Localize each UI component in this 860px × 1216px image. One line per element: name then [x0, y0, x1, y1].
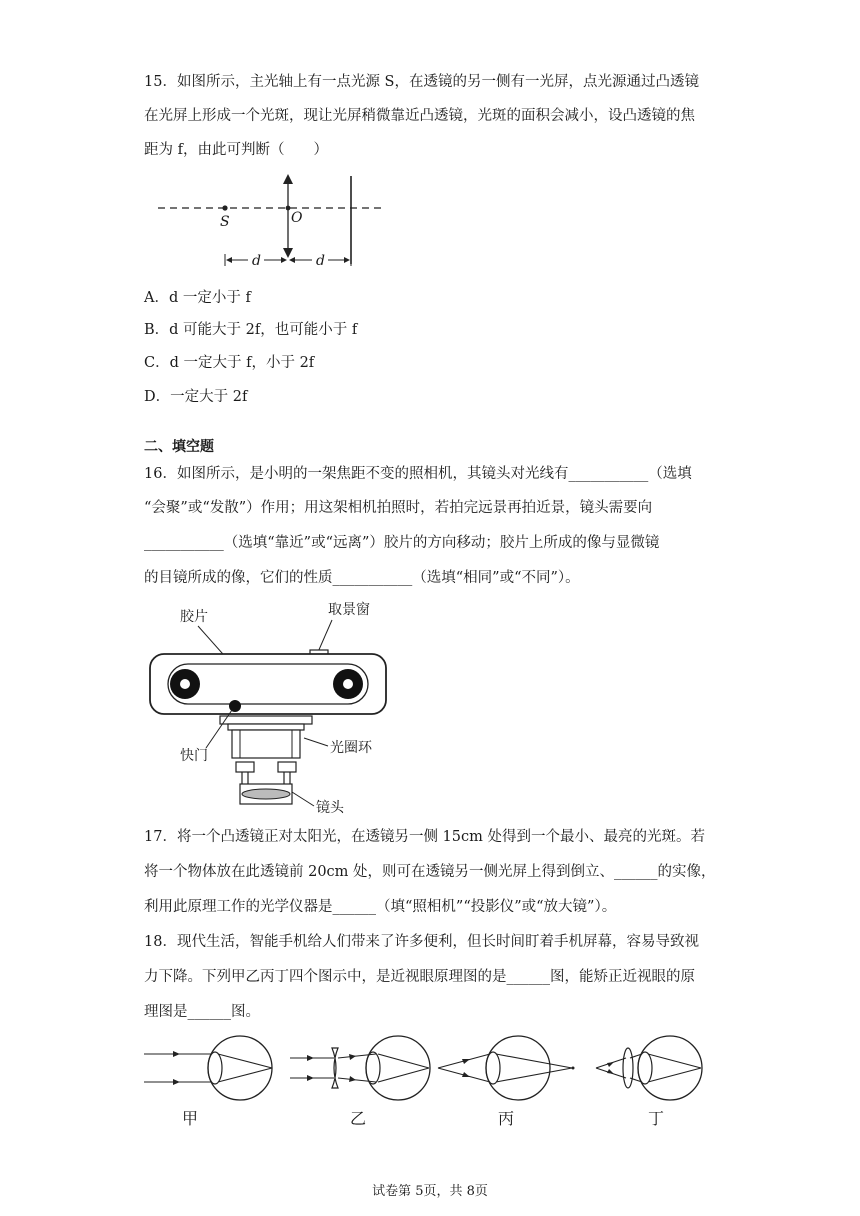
q15-option-c: C．d 一定大于 f，小于 2f [144, 355, 315, 371]
page-footer: 试卷第 5页，共 8页 [372, 1184, 488, 1199]
q17-line-3: 利用此原理工作的光学仪器是______（填“照相机”“投影仪”或“放大镜”）。 [144, 899, 617, 915]
ray-arrow [462, 1072, 470, 1077]
q16-line-1: 16．如图所示，是小明的一架焦距不变的照相机，其镜头对光线有___________（选填 [144, 466, 692, 482]
q15-line-2: 在光屏上形成一个光斑，现让光屏稍微靠近凸透镜，光斑的面积会减小，设凸透镜的焦 [144, 108, 695, 124]
q15-option-b: B．d 可能大于 2f，也可能小于 f [144, 322, 358, 338]
dim-arrow [281, 257, 287, 263]
eyeball [638, 1036, 702, 1100]
ray-arrow [173, 1079, 180, 1085]
distance-label-2: d [316, 253, 325, 269]
eye-diagram-ding [596, 1036, 702, 1100]
ray-arrow [173, 1051, 180, 1057]
q16-line-2: “会聚”或“发散”）作用；用这架相机拍照时，若拍完远景再拍近景，镜头需要向 [144, 500, 653, 516]
lens-stand-right [278, 762, 296, 772]
q18-line-1: 18．现代生活，智能手机给人们带来了许多便利，但长时间盯着手机屏幕，容易导致视 [144, 934, 699, 950]
lens-arrow-bottom [283, 248, 293, 258]
eye-lens [366, 1052, 380, 1084]
refracted-ray [648, 1068, 701, 1082]
diagram-label-ding: 丁 [648, 1109, 665, 1128]
refracted-ray [496, 1054, 572, 1068]
dim-arrow [226, 257, 232, 263]
lens-leader-line [292, 792, 314, 806]
section-heading: 二、填空题 [144, 439, 214, 455]
q15-option-a: A．d 一定小于 f [144, 290, 251, 306]
spool-hole [343, 679, 353, 689]
aperture-leader-line [304, 738, 328, 746]
lens-mount [220, 716, 312, 724]
diverged-ray [338, 1054, 376, 1058]
dim-arrow [289, 257, 295, 263]
eye-diagrams [140, 1030, 760, 1140]
q17-line-1: 17．将一个凸透镜正对太阳光，在透镜另一侧 15cm 处得到一个最小、最亮的光斑。若 [144, 829, 705, 845]
optical-center-label: O [291, 210, 303, 226]
q18-line-2: 力下降。下列甲乙丙丁四个图示中，是近视眼原理图的是______图，能矫正近视眼的原 [144, 969, 695, 985]
ray-arrow [349, 1054, 356, 1060]
aperture-ring [232, 730, 300, 758]
spool-hole [180, 679, 190, 689]
aperture-label: 光圈环 [330, 740, 372, 756]
q15-option-d: D．一定大于 2f [144, 389, 248, 405]
eye-diagram-bing [438, 1036, 575, 1100]
lens-stand-left [236, 762, 254, 772]
refracted-ray [378, 1068, 429, 1082]
viewfinder-leader-line [318, 620, 332, 652]
concave-lens [332, 1048, 338, 1088]
light-source-point [222, 205, 227, 210]
ray-arrow [307, 1055, 314, 1061]
q16-line-3: ___________（选填“靠近”或“远离”）胶片的方向移动；胶片上所成的像与显微镜 [144, 535, 660, 551]
distance-label-1: d [252, 253, 261, 269]
eye-lens [486, 1052, 500, 1084]
diagram-label-bing: 丙 [498, 1109, 515, 1128]
q15-lens-diagram [150, 172, 390, 272]
eye-diagram-yi [290, 1036, 430, 1100]
q18-line-3: 理图是______图。 [144, 1004, 260, 1020]
refracted-ray [218, 1054, 272, 1068]
ray-arrow [607, 1062, 614, 1067]
dim-arrow [344, 257, 350, 263]
ray-arrow [349, 1076, 356, 1082]
refracted-ray [496, 1068, 572, 1082]
shutter-label: 快门 [180, 748, 208, 764]
refracted-ray [648, 1054, 701, 1068]
diverged-ray [338, 1078, 376, 1082]
shutter-button [229, 700, 241, 712]
source-label: S [220, 214, 230, 230]
refracted-ray [378, 1054, 429, 1068]
optical-center-point [286, 206, 291, 211]
q16-line-4: 的目镜所成的像，它们的性质___________（选填“相同”或“不同”）。 [144, 570, 580, 586]
film-label: 胶片 [180, 609, 208, 625]
lens-glass [242, 789, 290, 799]
refracted-ray [218, 1068, 272, 1082]
lens-label: 镜头 [316, 800, 344, 816]
eyeball [208, 1036, 272, 1100]
q15-line-3: 距为 f，由此可判断（ ） [144, 142, 328, 158]
lens-ring [228, 724, 304, 730]
eyeball [486, 1036, 550, 1100]
lens-arrow-top [283, 174, 293, 184]
eye-diagram-jia [144, 1036, 272, 1100]
ray-arrow [462, 1059, 470, 1064]
camera-diagram [140, 596, 400, 816]
q15-line-1: 15．如图所示，主光轴上有一点光源 S，在透镜的另一侧有一光屏，点光源通过凸透镜 [144, 74, 699, 90]
ray-arrow [307, 1075, 314, 1081]
eye-lens [208, 1052, 222, 1084]
eye-lens [638, 1052, 652, 1084]
viewfinder-label: 取景窗 [328, 602, 370, 618]
image-point [572, 1067, 575, 1070]
q17-line-2: 将一个物体放在此透镜前 20cm 处，则可在透镜另一侧光屏上得到倒立、______的实像， [144, 864, 716, 880]
ray-arrow [607, 1069, 614, 1074]
diagram-label-jia: 甲 [182, 1109, 199, 1128]
diagram-label-yi: 乙 [350, 1109, 367, 1128]
convex-correction-lens [623, 1048, 633, 1088]
eyeball [366, 1036, 430, 1100]
